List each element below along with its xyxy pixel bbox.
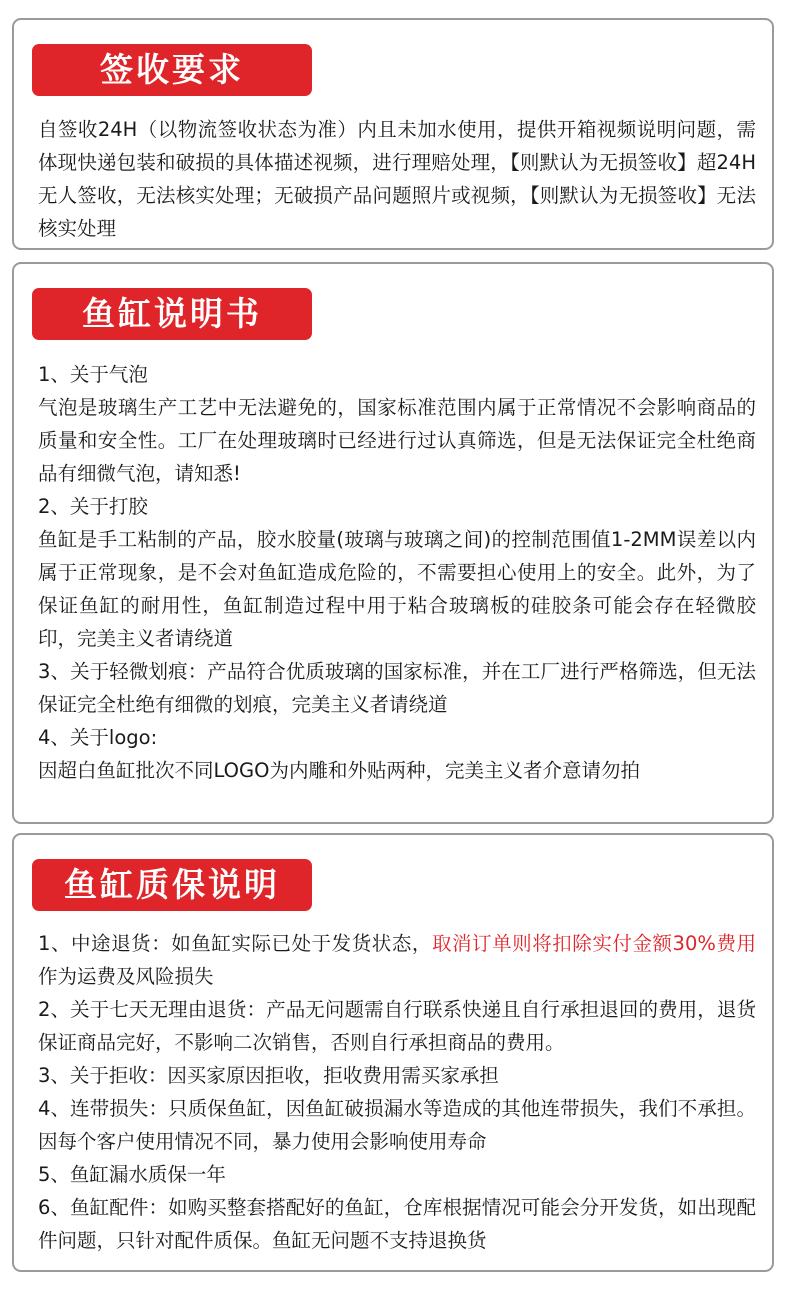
warranty-item: 5、鱼缸漏水质保一年	[38, 1163, 226, 1186]
warranty-item: 3、关于拒收：因买家原因拒收，拒收费用需买家承担	[38, 1064, 499, 1087]
manual-item: 气泡是玻璃生产工艺中无法避免的，国家标准范围内属于正常情况不会影响商品的质量和安全性。工厂在处理玻璃时已经进行过认真筛选，但是无法保证完全杜绝商品有细微气泡，请知悉!	[38, 396, 756, 485]
aquarium-manual-body	[38, 358, 756, 787]
warranty-card	[12, 833, 774, 1272]
aquarium-manual-title: 鱼缸说明书	[32, 288, 312, 340]
warranty-item	[38, 927, 756, 993]
receipt-requirements-text: 自签收24H（以物流签收状态为准）内且未加水使用，提供开箱视频说明问题，需体现快递包装和破损的具体描述视频，进行理赔处理，【则默认为无损签收】超24H无人签收，无法核实处理；无破损产品问题照片或视频，【则默认为无损签收】无法核实处理	[38, 118, 756, 240]
warranty-item1-prefix: 1、中途退货：如鱼缸实际已处于发货状态，	[38, 932, 432, 955]
warranty-body	[38, 927, 756, 1257]
warranty-item1-highlight: 取消订单则将扣除实付金额30%费用	[431, 932, 756, 955]
warranty-item: 4、连带损失：只质保鱼缸，因鱼缸破损漏水等造成的其他连带损失，我们不承担。因每个客户使用情况不同，暴力使用会影响使用寿命	[38, 1097, 756, 1153]
warranty-item1-suffix: 作为运费及风险损失	[38, 965, 214, 988]
manual-item: 3、关于轻微划痕：产品符合优质玻璃的国家标准，并在工厂进行严格筛选，但无法保证完全杜绝有细微的划痕，完美主义者请绕道	[38, 660, 756, 716]
warranty-item: 6、鱼缸配件：如购买整套搭配好的鱼缸，仓库根据情况可能会分开发货，如出现配件问题，只针对配件质保。鱼缸无问题不支持退换货	[38, 1196, 756, 1252]
manual-item: 4、关于logo:	[38, 726, 158, 749]
warranty-item: 2、关于七天无理由退货：产品无问题需自行联系快递且自行承担退回的费用，退货保证商品完好，不影响二次销售，否则自行承担商品的费用。	[38, 998, 756, 1054]
aquarium-manual-card	[12, 262, 774, 824]
manual-item: 因超白鱼缸批次不同LOGO为内雕和外贴两种，完美主义者介意请勿拍	[38, 759, 640, 782]
manual-item: 1、关于气泡	[38, 363, 148, 386]
receipt-requirements-title: 签收要求	[32, 44, 312, 96]
warranty-title: 鱼缸质保说明	[32, 859, 312, 911]
manual-item: 2、关于打胶	[38, 495, 148, 518]
manual-item: 鱼缸是手工粘制的产品，胶水胶量(玻璃与玻璃之间)的控制范围值1-2MM误差以内属于正常现象，是不会对鱼缸造成危险的，不需要担心使用上的安全。此外，为了保证鱼缸的耐用性，鱼缸制造过程中用于粘合玻璃板的硅胶条可能会存在轻微胶印，完美主义者请绕道	[38, 528, 756, 650]
receipt-requirements-card	[12, 18, 774, 250]
